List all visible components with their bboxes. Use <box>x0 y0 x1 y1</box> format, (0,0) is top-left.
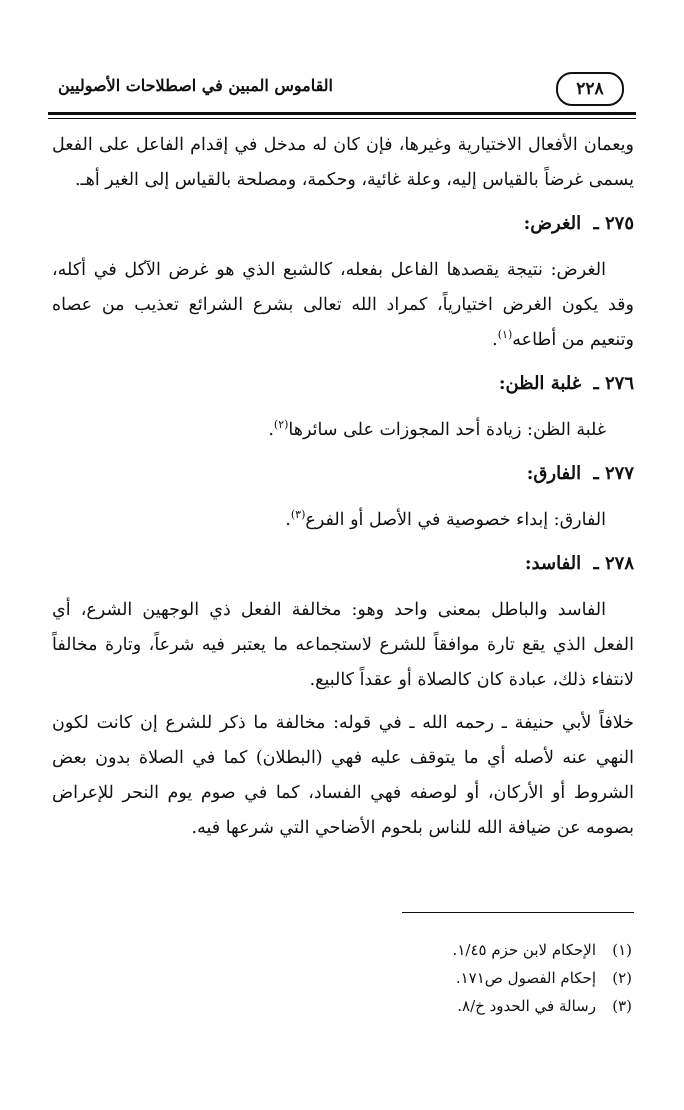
header-rule-thin <box>48 118 636 119</box>
footnote-mark: (٢) <box>612 969 632 987</box>
entry-body: الفارق: إبداء خصوصية في الأصل أو الفرع <box>305 510 606 530</box>
entry-number: ٢٧٥ ـ <box>593 213 634 234</box>
header-rule-thick <box>48 112 636 115</box>
footnote-item <box>52 992 632 1020</box>
footnote-item <box>52 964 632 992</box>
footnote-ref[interactable]: (٢) <box>273 418 289 432</box>
entry-heading-278 <box>52 546 634 581</box>
entry-title: الفارق: <box>526 463 582 484</box>
entry-body: غلبة الظن: زيادة أحد المجوزات على سائرها <box>288 420 606 440</box>
footnote-mark: (١) <box>612 941 632 959</box>
page-number: ٢٢٨ <box>576 79 604 99</box>
footnote-text: رسالة في الحدود خ/٨. <box>457 997 596 1015</box>
main-text <box>52 128 634 854</box>
entry-title: الفاسد: <box>524 553 582 574</box>
entry-text-276 <box>52 413 634 448</box>
footnote-text: إحكام الفصول ص١٧١. <box>455 969 596 987</box>
running-title: القاموس المبين في اصطلاحات الأصوليين <box>58 76 333 95</box>
paragraph-continuation: ويعمان الأفعال الاختيارية وغيرها، فإن كان له مدخل في إقدام الفاعل على الفعل يسمى غرضاً بالقياس إليه، وعلة غائية، وحكمة، ومصلحة بالقياس إلى الغير أهـ. <box>52 135 634 190</box>
entry-number: ٢٧٧ ـ <box>593 463 634 484</box>
entry-tail: . <box>492 330 498 350</box>
entry-number: ٢٧٨ ـ <box>593 553 634 574</box>
entry-text-278-a: الفاسد والباطل بمعنى واحد وهو: مخالفة الفعل ذي الوجهين الشرع، أي الفعل الذي يقع تارة موافقاً للشرع لاستجماعه ما يعتبر فيه شرعاً، وتارة مخالفاً لانتفاء ذلك، عبادة كان كالصلاة أو عقداً كالبيع. <box>52 600 634 690</box>
page-header <box>48 68 636 108</box>
entry-heading-276 <box>52 366 634 401</box>
entry-body: الغرض: نتيجة يقصدها الفاعل بفعله، كالشبع الذي هو غرض الآكل في أكله، وقد يكون الغرض اختيارياً، كمراد الله تعالى بشرع الشرائع تعذيب من عصاه وتنعيم من أطاعه <box>52 260 634 350</box>
entry-number: ٢٧٦ ـ <box>593 373 634 394</box>
page-number-badge <box>556 72 624 106</box>
entry-tail: . <box>285 510 291 530</box>
footnote-ref[interactable]: (١) <box>497 328 513 342</box>
entry-text-275 <box>52 253 634 358</box>
entry-heading-277 <box>52 456 634 491</box>
entry-title: غلبة الظن: <box>498 373 582 394</box>
footnotes <box>52 936 632 1020</box>
entry-text-277 <box>52 503 634 538</box>
footnote-item <box>52 936 632 964</box>
footnote-separator <box>402 912 634 913</box>
footnote-mark: (٣) <box>612 997 632 1015</box>
entry-heading-275 <box>52 206 634 241</box>
footnote-text: الإحكام لابن حزم ١/٤٥. <box>452 941 596 959</box>
entry-title: الغرض: <box>523 213 582 234</box>
entry-text-278-b: خلافاً لأبي حنيفة ـ رحمه الله ـ في قوله: مخالفة ما ذكر للشرع إن كانت لكون النهي عنه لأصله أي ما يتوقف عليه فهي (البطلان) كما في الصلاة بدون بعض الشروط أو الأركان، أو لوصفه فهي الفساد، كما في صوم يوم النحر للإعراض بصومه عن ضيافة الله للناس بلحوم الأضاحي التي شرعها فيه. <box>52 713 634 838</box>
footnote-ref[interactable]: (٣) <box>290 508 306 522</box>
entry-tail: . <box>268 420 274 440</box>
